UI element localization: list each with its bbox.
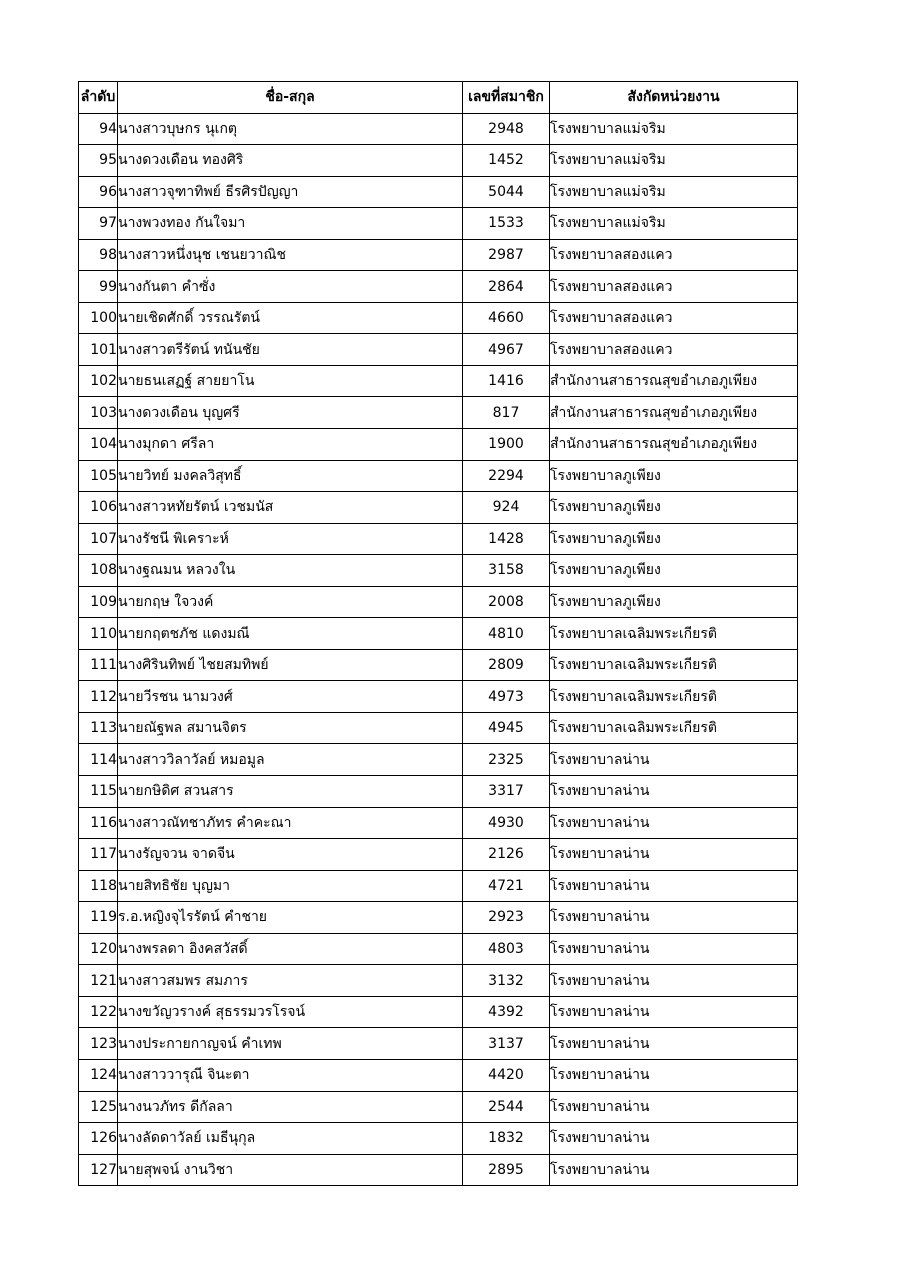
row-name: นางสาววิลาวัลย์ หมอมูล xyxy=(118,744,463,776)
row-name: นางสาวหทัยรัตน์ เวชมนัส xyxy=(118,492,463,524)
row-no: 123 xyxy=(79,1028,118,1060)
row-unit: สำนักงานสาธารณสุขอำเภอภูเพียง xyxy=(550,397,798,429)
row-no: 115 xyxy=(79,776,118,808)
row-unit: โรงพยาบาลแม่จริม xyxy=(550,176,798,208)
row-unit: โรงพยาบาลน่าน xyxy=(550,1123,798,1155)
row-no: 107 xyxy=(79,523,118,555)
table-row xyxy=(79,429,798,461)
table-row xyxy=(79,933,798,965)
table-row xyxy=(79,744,798,776)
row-name: นางสาวบุษกร นุเกตุ xyxy=(118,113,463,145)
row-name: นายเชิดศักดิ์ วรรณรัตน์ xyxy=(118,302,463,334)
table-row xyxy=(79,176,798,208)
row-no: 97 xyxy=(79,208,118,240)
row-no: 95 xyxy=(79,145,118,177)
row-no: 112 xyxy=(79,681,118,713)
row-name: นางสาววารุณี จินะตา xyxy=(118,1059,463,1091)
row-no: 116 xyxy=(79,807,118,839)
row-unit: โรงพยาบาลภูเพียง xyxy=(550,555,798,587)
table-row xyxy=(79,712,798,744)
row-unit: โรงพยาบาลสองแคว xyxy=(550,271,798,303)
row-member-no: 817 xyxy=(463,397,550,429)
table-row xyxy=(79,208,798,240)
row-member-no: 5044 xyxy=(463,176,550,208)
row-member-no: 2923 xyxy=(463,902,550,934)
row-member-no: 4721 xyxy=(463,870,550,902)
table-row xyxy=(79,555,798,587)
table-row xyxy=(79,965,798,997)
row-unit: โรงพยาบาลน่าน xyxy=(550,776,798,808)
table-row xyxy=(79,839,798,871)
row-name: นางศิรินทิพย์ ไชยสมทิพย์ xyxy=(118,649,463,681)
row-member-no: 2864 xyxy=(463,271,550,303)
row-member-no: 4803 xyxy=(463,933,550,965)
row-unit: โรงพยาบาลภูเพียง xyxy=(550,492,798,524)
row-unit: โรงพยาบาลน่าน xyxy=(550,870,798,902)
table-header xyxy=(79,82,798,114)
row-unit: โรงพยาบาลแม่จริม xyxy=(550,113,798,145)
header-member-no: เลขที่สมาชิก xyxy=(463,82,550,114)
row-name: นางลัดดาวัลย์ เมธีนุกุล xyxy=(118,1123,463,1155)
row-member-no: 2008 xyxy=(463,586,550,618)
row-unit: โรงพยาบาลภูเพียง xyxy=(550,460,798,492)
row-name: นางสาวหนึ่งนุช เชนยวาณิช xyxy=(118,239,463,271)
row-unit: โรงพยาบาลน่าน xyxy=(550,839,798,871)
row-name: นางมุกดา ศรีลา xyxy=(118,429,463,461)
row-name: นางสาวจุฑาทิพย์ ธีรศิรปัญญา xyxy=(118,176,463,208)
row-name: นางดวงเดือน บุญศรี xyxy=(118,397,463,429)
row-name: นางฐณมน หลวงใน xyxy=(118,555,463,587)
table-row xyxy=(79,492,798,524)
row-no: 109 xyxy=(79,586,118,618)
row-unit: โรงพยาบาลภูเพียง xyxy=(550,523,798,555)
table-row xyxy=(79,870,798,902)
row-member-no: 2126 xyxy=(463,839,550,871)
row-no: 113 xyxy=(79,712,118,744)
row-unit: โรงพยาบาลน่าน xyxy=(550,1154,798,1186)
table-row xyxy=(79,397,798,429)
row-no: 121 xyxy=(79,965,118,997)
row-name: นางขวัญวรางค์ สุธรรมวรโรจน์ xyxy=(118,996,463,1028)
row-member-no: 4660 xyxy=(463,302,550,334)
table-row xyxy=(79,996,798,1028)
row-no: 103 xyxy=(79,397,118,429)
row-member-no: 1533 xyxy=(463,208,550,240)
row-unit: สำนักงานสาธารณสุขอำเภอภูเพียง xyxy=(550,365,798,397)
row-member-no: 4967 xyxy=(463,334,550,366)
row-unit: โรงพยาบาลน่าน xyxy=(550,807,798,839)
table-row xyxy=(79,1059,798,1091)
table-row xyxy=(79,334,798,366)
row-no: 104 xyxy=(79,429,118,461)
row-name: นายวิทย์ มงคลวิสุทธิ์ xyxy=(118,460,463,492)
row-member-no: 2895 xyxy=(463,1154,550,1186)
row-unit: โรงพยาบาลสองแคว xyxy=(550,334,798,366)
table-row xyxy=(79,776,798,808)
row-no: 99 xyxy=(79,271,118,303)
row-no: 119 xyxy=(79,902,118,934)
row-name: นายกฤษ ใจวงค์ xyxy=(118,586,463,618)
row-name: นายกษิดิศ สวนสาร xyxy=(118,776,463,808)
table-row xyxy=(79,271,798,303)
row-name: นายสิทธิชัย บุญมา xyxy=(118,870,463,902)
row-member-no: 4392 xyxy=(463,996,550,1028)
row-name: นางพรลดา อิงคสวัสดิ์ xyxy=(118,933,463,965)
row-member-no: 1416 xyxy=(463,365,550,397)
table-row xyxy=(79,1123,798,1155)
table-row xyxy=(79,1154,798,1186)
row-member-no: 3132 xyxy=(463,965,550,997)
row-name: นางสาวณัทชาภัทร คำคะณา xyxy=(118,807,463,839)
row-member-no: 2948 xyxy=(463,113,550,145)
row-member-no: 1900 xyxy=(463,429,550,461)
row-name: นางดวงเดือน ทองศิริ xyxy=(118,145,463,177)
row-unit: โรงพยาบาลน่าน xyxy=(550,996,798,1028)
table-row xyxy=(79,145,798,177)
row-member-no: 2987 xyxy=(463,239,550,271)
table-row xyxy=(79,1028,798,1060)
row-member-no: 2809 xyxy=(463,649,550,681)
table-row xyxy=(79,681,798,713)
row-unit: โรงพยาบาลน่าน xyxy=(550,744,798,776)
row-no: 100 xyxy=(79,302,118,334)
header-name: ชื่อ-สกุล xyxy=(118,82,463,114)
row-member-no: 3317 xyxy=(463,776,550,808)
row-member-no: 3137 xyxy=(463,1028,550,1060)
row-name: นางประกายกาญจน์ คำเทพ xyxy=(118,1028,463,1060)
table-row xyxy=(79,302,798,334)
row-no: 96 xyxy=(79,176,118,208)
row-unit: โรงพยาบาลน่าน xyxy=(550,933,798,965)
row-name: นางนวภัทร ดีกัลลา xyxy=(118,1091,463,1123)
row-no: 117 xyxy=(79,839,118,871)
row-name: นายณัฐพล สมานจิตร xyxy=(118,712,463,744)
row-unit: โรงพยาบาลเฉลิมพระเกียรติ xyxy=(550,618,798,650)
row-no: 105 xyxy=(79,460,118,492)
row-name: นายธนเสฏฐ์ สายยาโน xyxy=(118,365,463,397)
table-row xyxy=(79,618,798,650)
table-row xyxy=(79,523,798,555)
row-member-no: 4973 xyxy=(463,681,550,713)
row-member-no: 2325 xyxy=(463,744,550,776)
row-member-no: 4420 xyxy=(463,1059,550,1091)
row-name: ร.อ.หญิงจุไรรัตน์ คำชาย xyxy=(118,902,463,934)
row-name: นางรัญจวน จาดจีน xyxy=(118,839,463,871)
row-name: นายวีรชน นามวงศ์ xyxy=(118,681,463,713)
row-no: 120 xyxy=(79,933,118,965)
row-member-no: 3158 xyxy=(463,555,550,587)
table-row xyxy=(79,113,798,145)
table-row xyxy=(79,649,798,681)
row-no: 122 xyxy=(79,996,118,1028)
row-member-no: 4810 xyxy=(463,618,550,650)
row-unit: สำนักงานสาธารณสุขอำเภอภูเพียง xyxy=(550,429,798,461)
row-member-no: 4945 xyxy=(463,712,550,744)
member-table xyxy=(78,81,798,1186)
table-body xyxy=(79,113,798,1186)
row-unit: โรงพยาบาลภูเพียง xyxy=(550,586,798,618)
row-unit: โรงพยาบาลน่าน xyxy=(550,965,798,997)
row-unit: โรงพยาบาลสองแคว xyxy=(550,302,798,334)
row-no: 94 xyxy=(79,113,118,145)
header-unit: สังกัดหน่วยงาน xyxy=(550,82,798,114)
row-unit: โรงพยาบาลน่าน xyxy=(550,902,798,934)
row-no: 124 xyxy=(79,1059,118,1091)
row-name: นายสุพจน์ งานวิชา xyxy=(118,1154,463,1186)
row-no: 101 xyxy=(79,334,118,366)
row-member-no: 1832 xyxy=(463,1123,550,1155)
row-member-no: 2544 xyxy=(463,1091,550,1123)
row-no: 114 xyxy=(79,744,118,776)
table-row xyxy=(79,1091,798,1123)
row-no: 126 xyxy=(79,1123,118,1155)
table-row xyxy=(79,460,798,492)
header-row xyxy=(79,82,798,114)
table-row xyxy=(79,365,798,397)
row-name: นางสาวสมพร สมภาร xyxy=(118,965,463,997)
row-name: นางสาวตรีรัตน์ ทนันชัย xyxy=(118,334,463,366)
row-unit: โรงพยาบาลแม่จริม xyxy=(550,208,798,240)
row-unit: โรงพยาบาลเฉลิมพระเกียรติ xyxy=(550,712,798,744)
row-no: 127 xyxy=(79,1154,118,1186)
table-row xyxy=(79,586,798,618)
row-unit: โรงพยาบาลน่าน xyxy=(550,1091,798,1123)
row-unit: โรงพยาบาลสองแคว xyxy=(550,239,798,271)
row-no: 110 xyxy=(79,618,118,650)
row-name: นางรัชนี พิเคราะห์ xyxy=(118,523,463,555)
row-no: 118 xyxy=(79,870,118,902)
row-name: นางพวงทอง กันใจมา xyxy=(118,208,463,240)
row-no: 108 xyxy=(79,555,118,587)
row-name: นางกันตา คำซั่ง xyxy=(118,271,463,303)
row-unit: โรงพยาบาลเฉลิมพระเกียรติ xyxy=(550,649,798,681)
row-no: 111 xyxy=(79,649,118,681)
row-unit: โรงพยาบาลแม่จริม xyxy=(550,145,798,177)
row-member-no: 924 xyxy=(463,492,550,524)
row-no: 106 xyxy=(79,492,118,524)
table-row xyxy=(79,807,798,839)
header-no: ลำดับ xyxy=(79,82,118,114)
table-row xyxy=(79,239,798,271)
row-name: นายกฤตชภัช แดงมณี xyxy=(118,618,463,650)
row-no: 98 xyxy=(79,239,118,271)
row-member-no: 4930 xyxy=(463,807,550,839)
row-unit: โรงพยาบาลน่าน xyxy=(550,1059,798,1091)
row-no: 125 xyxy=(79,1091,118,1123)
row-member-no: 1452 xyxy=(463,145,550,177)
row-no: 102 xyxy=(79,365,118,397)
row-member-no: 1428 xyxy=(463,523,550,555)
row-unit: โรงพยาบาลเฉลิมพระเกียรติ xyxy=(550,681,798,713)
table-row xyxy=(79,902,798,934)
row-unit: โรงพยาบาลน่าน xyxy=(550,1028,798,1060)
row-member-no: 2294 xyxy=(463,460,550,492)
